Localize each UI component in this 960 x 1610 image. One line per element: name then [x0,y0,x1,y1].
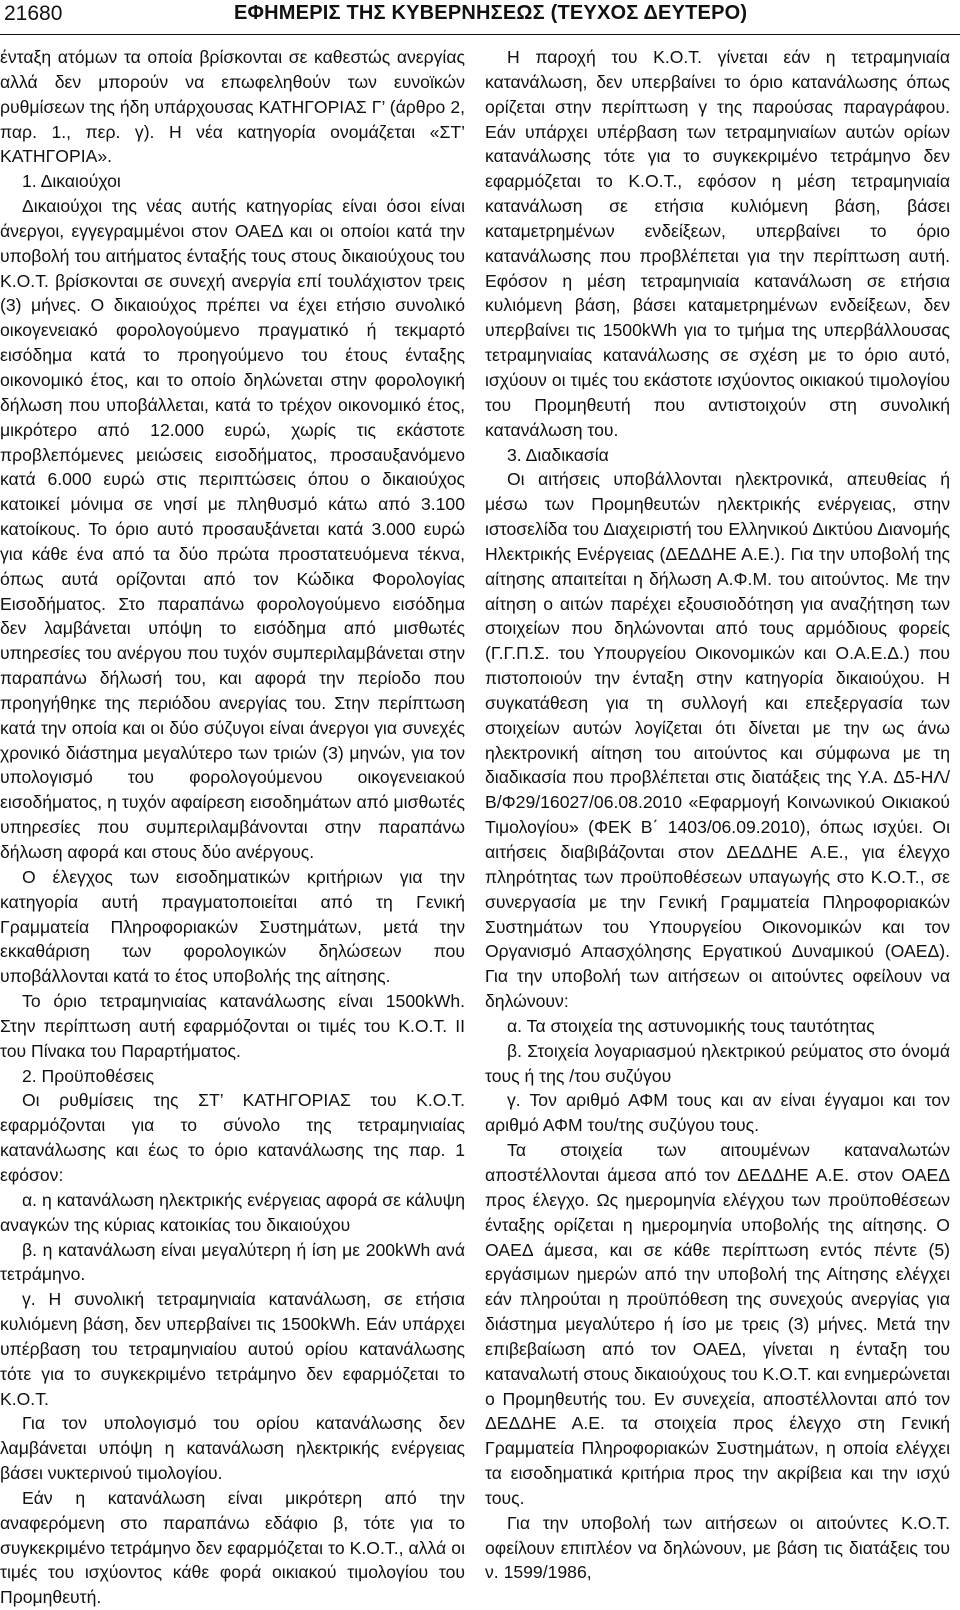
left-column [0,45,465,1610]
list-item: α. η κατανάλωση ηλεκτρικής ενέργειας αφορά σε κάλυψη αναγκών της κύριας κατοικίας του δικαιούχου [0,1189,465,1235]
list-item: β. η κατανάλωση είναι μεγαλύτερη ή ίση με 200kWh ανά τετράμηνο. [0,1239,465,1285]
paragraph: Εάν η κατανάλωση είναι μικρότερη από την αναφερόμενη στο παραπάνω εδάφιο β, τότε για το συγκεκριμένο τετράμηνο δεν εφαρμόζεται το Κ.Ο.Τ., αλλά οι τιμές του ισχύοντος κάθε φορά οικιακού τιμολογίου του Προμηθευτή. [0,1487,465,1608]
list-item: β. Στοιχεία λογαριασμού ηλεκτρικού ρεύματος στο όνομά τους ή της /του συζύγου [485,1040,950,1086]
paragraph: Για τον υπολογισμό του ορίου κατανάλωσης δεν λαμβάνεται υπόψη η κατανάλωση ηλεκτρικής ενέργειας βάσει νυκτερινού τιμολογίου. [0,1413,465,1484]
section-heading-conditions: 2. Προϋποθέσεις [22,1065,155,1086]
page-number: 21680 [4,2,63,25]
paragraph: Δικαιούχοι της νέας αυτής κατηγορίας είναι όσοι είναι άνεργοι, εγγεγραμμένοι στον ΟΑΕΔ και οι οποίοι κατά την υποβολή του αιτήματος ένταξής τους στους δικαιούχους του Κ.Ο.Τ. βρίσκονται σε συνεχή ανεργία επί τουλάχιστον τρεις (3) μήνες. Ο δικαιούχος πρέπει να έχει ετήσιο συνολικό οικογενειακό φορολογούμενο πραγματικό ή τεκμαρτό εισόδημα κατά το προηγούμενο του έτους ένταξης οικονομικό έτος, και το οποίο δηλώνεται στην φορολογική δήλωση που υποβάλλεται, κατά το τρέχον οικονομικό έτος, μικρότερο από 12.000 ευρώ, χωρίς τις εκάστοτε προβλεπόμενες μειώσεις εισοδήματος, προσαυξανόμενο κατά 6.000 ευρώ στις περιπτώσεις όπου ο δικαιούχος κατοικεί μόνιμα σε νησί με πληθυσμό κάτω από 3.100 κατοίκους. Το όριο αυτό προσαυξάνεται κατά 3.000 ευρώ για κάθε ένα από τα δύο πρώτα προστατευόμενα τέκνα, όπως αυτά ορίζονται από τον Κώδικα Φορολογίας Εισοδήματος. Στο παραπάνω φορολογούμενο εισόδημα δεν λαμβάνεται υπόψη το εισόδημα από μισθωτές υπηρεσίες του ανέργου που τυχόν συμπεριλαμβάνεται στην παραπάνω δήλωσή του, και αφορά την περίοδο που προηγήθηκε της περιόδου ανεργίας του. Στην περίπτωση κατά την οποία και οι δύο σύζυγοι είναι άνεργοι για συνεχές χρονικό διάστημα μεγαλύτερο των τριών (3) μηνών, για τον υπολογισμό του φορολογούμενου οικογενειακού εισοδήματος, η τυχόν αφαίρεση εισοδημάτων από μισθωτές υπηρεσίες που συμπεριλαμβάνονται στην παραπάνω δήλωση αφορά και στους δύο ανέργους. [0,196,465,862]
paragraph: Οι ρυθμίσεις της ΣΤ’ ΚΑΤΗΓΟΡΙΑΣ του Κ.Ο.Τ. εφαρμόζονται για το σύνολο της τετραμηνιαίας κατανάλωσης και έως το όριο κατανάλωσης της παρ. 1 εφόσον: [0,1090,465,1185]
paragraph: Για την υποβολή των αιτήσεων οι αιτούντες Κ.Ο.Τ. οφείλουν επιπλέον να δηλώνουν, με βάση τις διατάξεις του ν. 1599/1986, [485,1512,950,1583]
list-item: α. Τα στοιχεία της αστυνομικής τους ταυτότητας [507,1015,875,1036]
journal-title: ΕΦΗΜΕΡΙΣ ΤΗΣ ΚΥΒΕΡΝΗΣΕΩΣ (ΤΕΥΧΟΣ ΔΕΥΤΕΡΟ) [234,2,748,24]
paragraph: Η παροχή του Κ.Ο.Τ. γίνεται εάν η τετραμηνιαία κατανάλωση, δεν υπερβαίνει το όριο κατανάλωσης όπως ορίζεται στην περίπτωση γ της παρούσας παραγράφου. Εάν υπάρχει υπέρβαση των τετραμηνιαίων αυτών ορίων κατανάλωσης τότε για το συγκεκριμένο τετράμηνο δεν εφαρμόζεται το Κ.Ο.Τ., εφόσον η μέση τετραμηνιαία κατανάλωση σε ετήσια κυλιόμενη βάση, βάσει καταμετρημένων ενδείξεων, υπερβαίνει το όριο κατανάλωσης που προβλέπεται για την περίπτωση αυτή. Εφόσον η μέση τετραμηνιαία κατανάλωση σε ετήσια κυλιόμενη βάση, βάσει καταμετρημένων ενδείξεων, δεν υπερβαίνει τις 1500kWh για το τμήμα της υπερβάλλουσας τετραμηνιαίας κατανάλωσης σε σχέση με το όριο αυτό, ισχύουν οι τιμές του εκάστοτε ισχύοντος οικιακού τιμολογίου του Προμηθευτή που αντιστοιχούν στη συνολική κατανάλωση του. [485,47,950,440]
right-column [485,45,950,1585]
paragraph: Το όριο τετραμηνιαίας κατανάλωσης είναι 1500kWh. Στην περίπτωση αυτή εφαρμόζονται οι τιμές του Κ.Ο.Τ. ΙΙ του Πίνακα του Παραρτήματος. [0,991,465,1061]
paragraph: Τα στοιχεία των αιτουμένων καταναλωτών αποστέλλονται άμεσα από τον ΔΕΔΔΗΕ Α.Ε. στον ΟΑΕΔ προς έλεγχο. Ως ημερομηνία ελέγχου των προϋποθέσεων ένταξης ορίζεται η ημερομηνία υποβολής της αίτησης. Ο ΟΑΕΔ άμεσα, και σε κάθε περίπτωση εντός πέντε (5) εργάσιμων ημερών από την υποβολή της Αίτησης ελέγχει εάν πληρούται η προϋπόθεση της συνεχούς ανεργίας για διάστημα μεγαλύτερο ή ίσο με τρεις (3) μήνες. Μετά την επιβεβαίωση από τον ΟΑΕΔ, γίνεται η ένταξη του καταναλωτή στους δικαιούχους του Κ.Ο.Τ. και ενημερώνεται ο Προμηθευτής του. Εν συνεχεία, αποστέλλονται από τον ΔΕΔΔΗΕ Α.Ε. τα στοιχεία προς έλεγχο στη Γενική Γραμματεία Πληροφοριακών Συστημάτων, η οποία ελέγχει τα εισοδηματικά κριτήρια προς την ακρίβεια και την ισχύ τους. [485,1140,950,1508]
paragraph: ένταξη ατόμων τα οποία βρίσκονται σε καθεστώς ανεργίας αλλά δεν μπορούν να επωφεληθούν των ευνοϊκών ρυθμίσεων της ήδη υπάρχουσας ΚΑΤΗΓΟΡΙΑΣ Γ’ (άρθρο 2, παρ. 1., περ. γ). Η νέα κατηγορία ονομάζεται «ΣΤ’ ΚΑΤΗΓΟΡΙΑ». [0,47,465,167]
list-item: γ. Η συνολική τετραμηνιαία κατανάλωση, σε ετήσια κυλιόμενη βάση, δεν υπερβαίνει τις 1500kWh. Εάν υπάρχει υπέρβαση του τετραμηνιαίου αυτού ορίου κατανάλωσης τότε για το συγκεκριμένο τετράμηνο δεν εφαρμόζεται το Κ.Ο.Τ. [0,1289,465,1409]
paragraph: Ο έλεγχος των εισοδηματικών κριτήριων για την κατηγορία αυτή πραγματοποιείται από τη Γενική Γραμματεία Πληροφοριακών Συστημάτων, μετά την εκκαθάριση των φορολογικών δηλώσεων που υποβάλλονται κατά το έτος υποβολής της αίτησης. [0,866,465,987]
page-header [0,0,960,36]
section-heading-beneficiaries: 1. Δικαιούχοι [22,171,121,192]
list-item: γ. Τον αριθμό ΑΦΜ τους και αν είναι έγγαμοι και τον αριθμό ΑΦΜ του/της συζύγου τους. [485,1090,950,1136]
header-rule [0,34,960,35]
paragraph: Οι αιτήσεις υποβάλλονται ηλεκτρονικά, απευθείας ή μέσω των Προμηθευτών ηλεκτρικής ενέργειας, στην ιστοσελίδα του Διαχειριστή του Ελληνικού Δικτύου Διανομής Ηλεκτρικής Ενέργειας (ΔΕΔΔΗΕ Α.Ε.). Για την υποβολή της αίτησης απαιτείται η δήλωση Α.Φ.Μ. του αιτούντος. Με την αίτηση ο αιτών παρέχει εξουσιοδότηση για αναζήτηση των στοιχείων που δηλώνονται από τους αρμόδιους φορείς (Γ.Γ.Π.Σ. του Υπουργείου Οικονομικών και Ο.Α.Ε.Δ.) που πιστοποιούν την ένταξη στην κατηγορία δικαιούχου. Η συγκατάθεση για τη συλλογή και επεξεργασία των στοιχείων αυτών λογίζεται ότι δίνεται με την ως άνω ηλεκτρονική αίτηση του αιτούντος και σύμφωνα με τη διαδικασία που προβλέπεται στις διατάξεις της Υ.Α. Δ5-ΗΛ/Β/Φ29/16027/06.08.2010 «Εφαρμογή Κοινωνικού Οικιακού Τιμολογίου» (ΦΕΚ Β΄ 1403/06.09.2010), όπως ισχύει. Οι αιτήσεις διαβιβάζονται στον ΔΕΔΔΗΕ Α.Ε., για έλεγχο πληρότητας των προϋποθέσεων υπαγωγής στο Κ.Ο.Τ., σε συνεργασία με την Γενική Γραμματεία Πληροφοριακών Συστημάτων του Υπουργείου Οικονομικών και τον Οργανισμό Απασχόλησης Εργατικού Δυναμικού (ΟΑΕΔ). Για την υποβολή των αιτήσεων οι αιτούντες οφείλουν να δηλώνουν: [485,469,950,1012]
section-heading-procedure: 3. Διαδικασία [507,444,609,465]
